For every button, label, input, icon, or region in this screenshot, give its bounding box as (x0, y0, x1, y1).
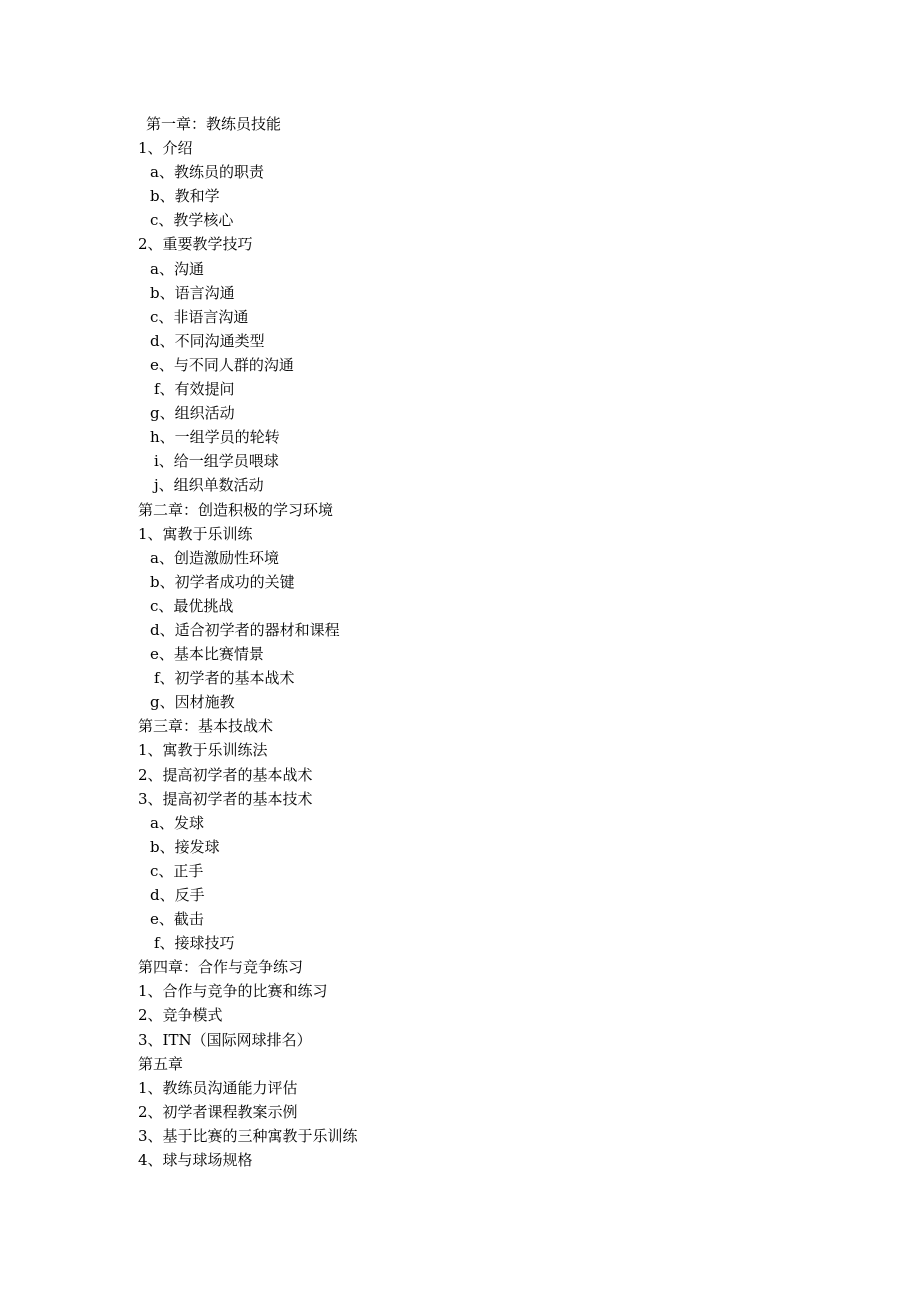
subsection-item: c、非语言沟通 (150, 307, 249, 326)
document-body (0, 112, 920, 1172)
subsection-item: f、接球技巧 (154, 934, 235, 953)
subsection-item: h、一组学员的轮转 (150, 428, 280, 447)
section-item: 1、寓教于乐训练法 (138, 741, 268, 760)
subsection-item: d、适合初学者的器材和课程 (150, 620, 340, 639)
subsection-item: b、语言沟通 (150, 283, 235, 302)
chapter-heading: 第二章：创造积极的学习环境 (138, 500, 334, 519)
subsection-item: f、有效提问 (154, 380, 235, 399)
subsection-item: g、组织活动 (150, 404, 235, 423)
subsection-item: a、发球 (150, 813, 204, 832)
subsection-item: i、给一组学员喂球 (154, 452, 279, 471)
section-item: 1、合作与竞争的比赛和练习 (138, 982, 328, 1001)
section-item: 3、ITN（国际网球排名） (138, 1030, 312, 1049)
section-item: 4、球与球场规格 (138, 1151, 253, 1170)
section-item: 1、寓教于乐训练 (138, 524, 253, 543)
chapter-heading: 第三章：基本技战术 (138, 717, 274, 736)
subsection-item: e、截击 (150, 910, 204, 929)
section-item: 1、介绍 (138, 139, 193, 158)
subsection-item: b、教和学 (150, 187, 220, 206)
chapter-heading: 第四章：合作与竞争练习 (138, 958, 304, 977)
subsection-item: a、教练员的职责 (150, 163, 264, 182)
chapter-heading: 第五章 (138, 1054, 184, 1073)
section-item: 2、重要教学技巧 (138, 235, 253, 254)
section-item: 2、竞争模式 (138, 1006, 223, 1025)
subsection-item: a、沟通 (150, 259, 204, 278)
subsection-item: b、接发球 (150, 837, 220, 856)
subsection-item: j、组织单数活动 (154, 476, 264, 495)
subsection-item: b、初学者成功的关键 (150, 572, 295, 591)
subsection-item: a、创造激励性环境 (150, 548, 279, 567)
section-item: 3、基于比赛的三种寓教于乐训练 (138, 1126, 358, 1145)
subsection-item: e、基本比赛情景 (150, 645, 264, 664)
subsection-item: e、与不同人群的沟通 (150, 355, 294, 374)
subsection-item: g、因材施教 (150, 693, 235, 712)
section-item: 2、初学者课程教案示例 (138, 1102, 298, 1121)
subsection-item: c、最优挑战 (150, 596, 234, 615)
section-item: 3、提高初学者的基本技术 (138, 789, 313, 808)
subsection-item: f、初学者的基本战术 (154, 669, 295, 688)
chapter-heading: 第一章：教练员技能 (146, 115, 282, 133)
subsection-item: c、教学核心 (150, 211, 234, 230)
subsection-item: d、不同沟通类型 (150, 331, 265, 350)
section-item: 1、教练员沟通能力评估 (138, 1078, 298, 1097)
subsection-item: c、正手 (150, 861, 204, 880)
section-item: 2、提高初学者的基本战术 (138, 765, 313, 784)
subsection-item: d、反手 (150, 886, 205, 904)
